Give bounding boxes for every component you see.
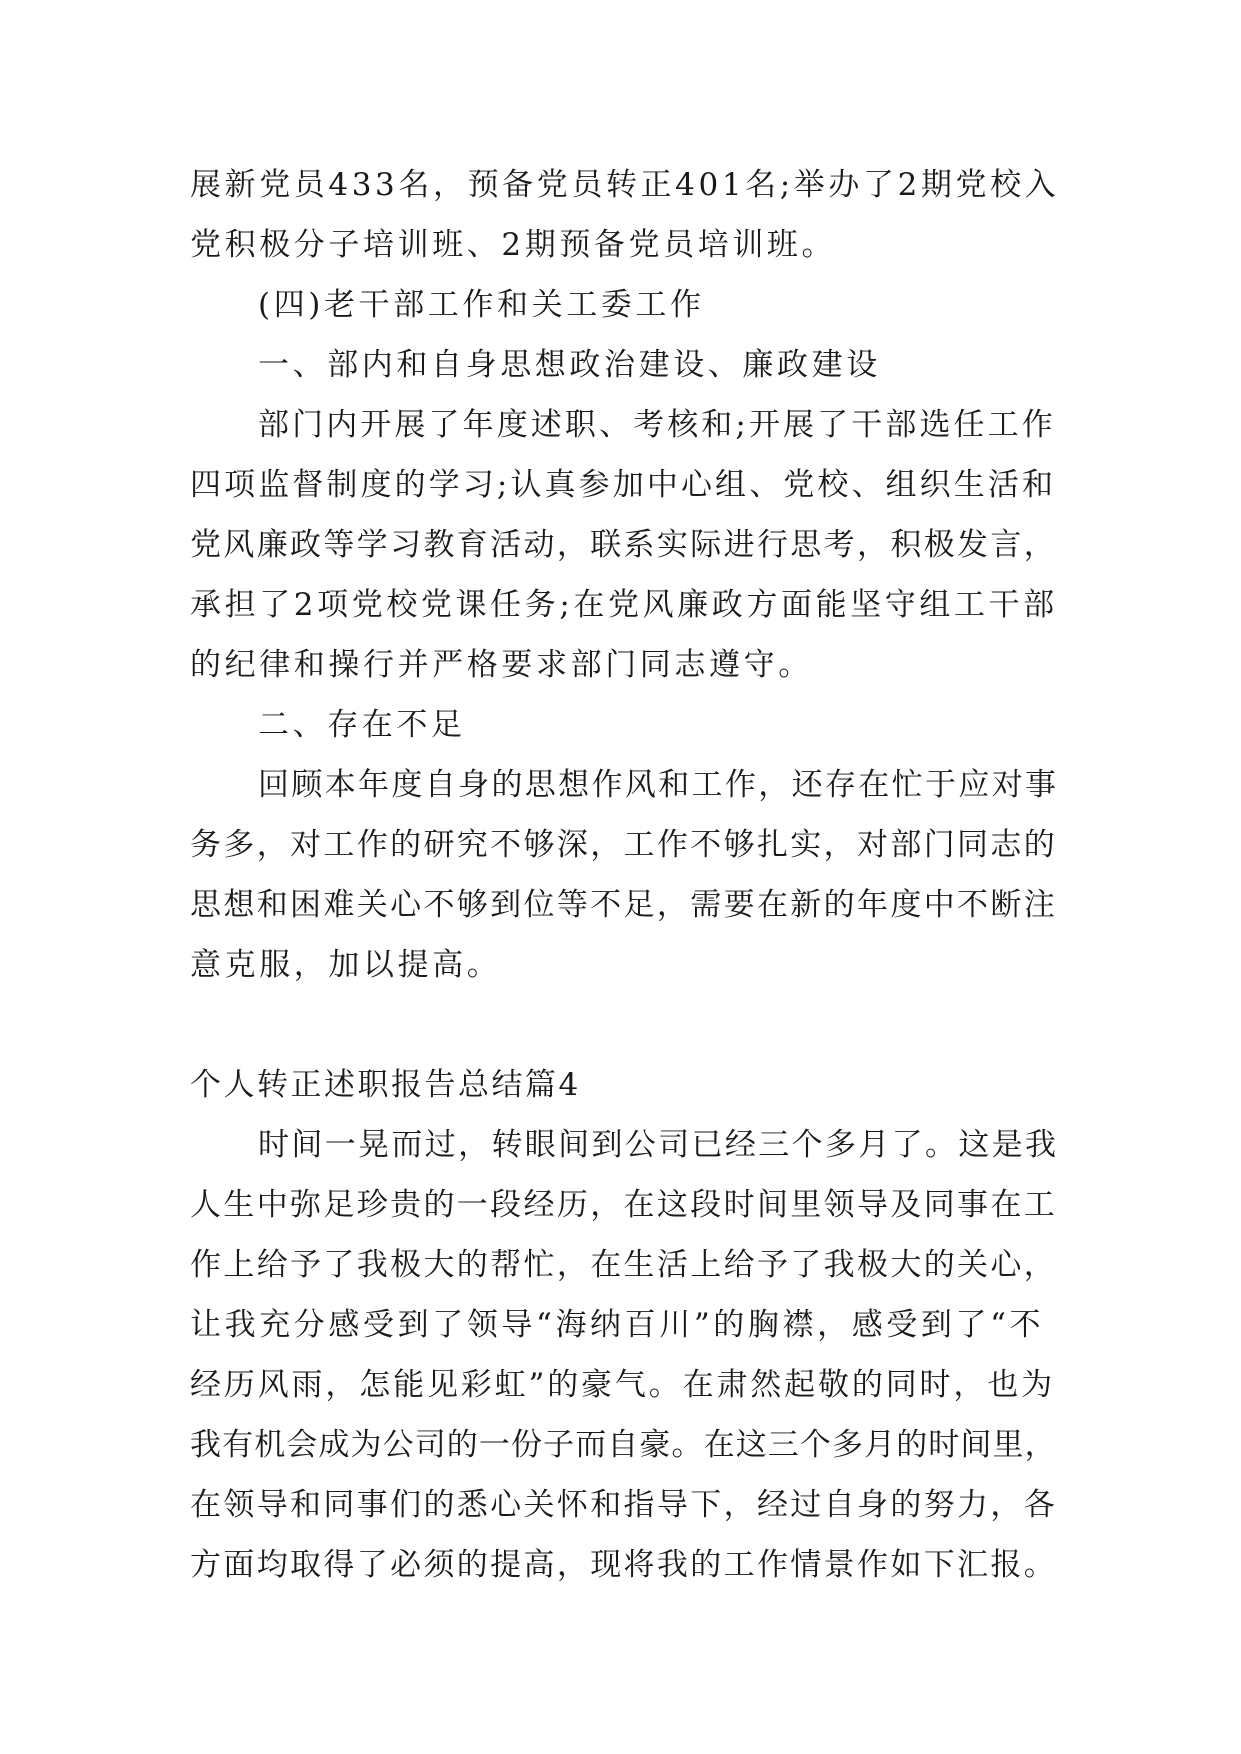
text-line: 党风廉政等学习教育活动，联系实际进行思考，积极发言， — [190, 527, 1058, 563]
text-line: 部门内开展了年度述职、考核和;开展了干部选任工作 — [258, 407, 1056, 443]
text-line: 务多，对工作的研究不够深，工作不够扎实，对部门同志的 — [190, 827, 1058, 863]
text-line: 作上给予了我极大的帮忙，在生活上给予了我极大的关心， — [190, 1247, 1058, 1283]
text-line: 展新党员433名，预备党员转正401名;举办了2期党校入 — [190, 167, 1060, 203]
section-heading: 二、存在不足 — [258, 707, 466, 743]
text-line: 让我充分感受到了领导“海纳百川”的胸襟，感受到了“不 — [190, 1307, 1045, 1343]
text-line: 意克服，加以提高。 — [190, 947, 502, 983]
text-line: 四项监督制度的学习;认真参加中心组、党校、组织生活和 — [190, 467, 1057, 503]
text-line: 党积极分子培训班、2期预备党员培训班。 — [190, 227, 837, 263]
document-page — [190, 155, 1060, 1595]
article-title: 个人转正述职报告总结篇4 — [190, 1067, 581, 1103]
section-heading: (四)老干部工作和关工委工作 — [258, 287, 705, 323]
text-line: 经历风雨，怎能见彩虹”的豪气。在肃然起敬的同时，也为 — [190, 1367, 1055, 1403]
text-line: 承担了2项党校党课任务;在党风廉政方面能坚守组工干部 — [190, 587, 1058, 623]
blank-gap — [190, 995, 1060, 1055]
text-line: 的纪律和操行并严格要求部门同志遵守。 — [190, 647, 813, 683]
text-line: 方面均取得了必须的提高，现将我的工作情景作如下汇报。 — [190, 1547, 1058, 1583]
text-line: 在领导和同事们的悉心关怀和指导下，经过自身的努力，各 — [190, 1487, 1058, 1523]
section-heading: 一、部内和自身思想政治建设、廉政建设 — [258, 347, 881, 383]
text-line: 我有机会成为公司的一份子而自豪。在这三个多月的时间里， — [190, 1427, 1057, 1463]
text-line: 思想和困难关心不够到位等不足，需要在新的年度中不断注 — [190, 887, 1058, 923]
text-line: 时间一晃而过，转眼间到公司已经三个多月了。这是我 — [258, 1127, 1059, 1163]
text-line: 人生中弥足珍贵的一段经历，在这段时间里领导及同事在工 — [190, 1187, 1058, 1223]
text-line: 回顾本年度自身的思想作风和工作，还存在忙于应对事 — [258, 767, 1059, 803]
